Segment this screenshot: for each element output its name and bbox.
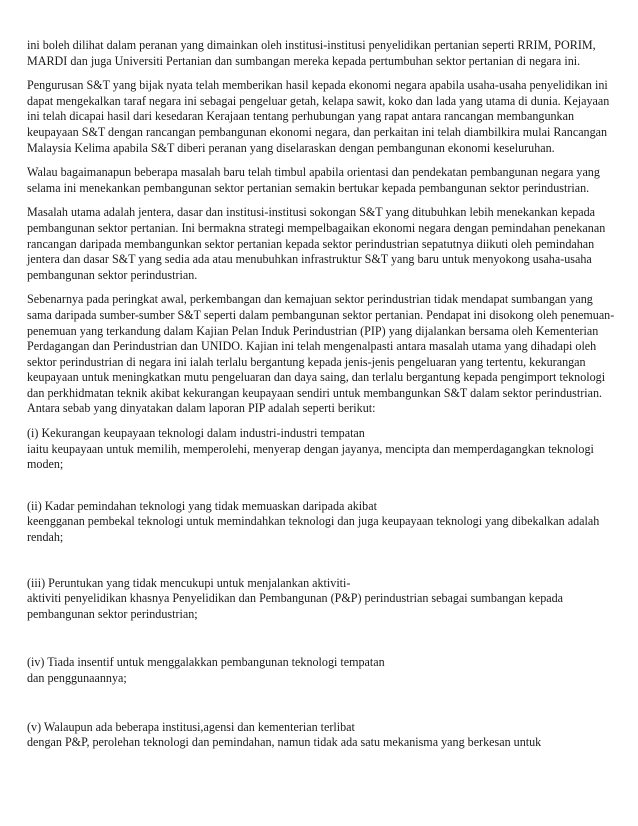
- list-item-body: aktiviti penyelidikan khasnya Penyelidikan dan Pembangunan (P&P) perindustrian sebagai sumbangan kepada pembangunan sektor perindustrian;: [27, 591, 564, 621]
- document-page: [27, 38, 615, 751]
- list-item-body: dan penggunaannya;: [27, 671, 127, 685]
- paragraph-st-management: Pengurusan S&T yang bijak nyata telah memberikan hasil kepada ekonomi negara apabila usaha-usaha penyelidikan ini dapat mengekalkan taraf negara ini sebagai pengeluar getah, kelapa sawit, koko dan lada yang utama di dunia. Kejayaan ini telah dicapai hasil dari kesedaran Kerajaan tentang perhubungan yang rapat antara rancangan membangunkan keupayaan S&T dengan rancangan pembangunan ekonomi negara, dan perkaitan ini telah diambilkira mulai Rancangan Malaysia Kelima apabila S&T diberi peranan yang diselaraskan dengan pembangunan ekonomi keseluruhan.: [27, 78, 610, 155]
- list-item-body: dengan P&P, perolehan teknologi dan pemindahan, namun tidak ada satu mekanisma yang berkesan untuk: [27, 735, 542, 750]
- list-item-title: (ii) Kadar pemindahan teknologi yang tidak memuaskan daripada akibat: [27, 498, 377, 513]
- paragraph-main-problem: Masalah utama adalah jentera, dasar dan institusi-institusi sokongan S&T yang ditubuhkan lebih menekankan kepada pembangunan sektor pertanian. Ini bermakna strategi mempelbagaikan ekonomi negara dengan pemindahan penekanan rancangan daripada membangunkan sektor pertanian kepada sektor perindustrian sepatutnya diikuti oleh pemindahan jentera dan dasar S&T yang sedia ada atau menubuhkan infrastruktur S&T yang baru untuk menyokong usaha-usaha pembangunan sektor perindustrian.: [27, 205, 606, 282]
- list-item-body: keengganan pembekal teknologi untuk memindahkan teknologi dan juga keupayaan teknologi yang dibekalkan adalah rendah;: [27, 514, 600, 545]
- list-item: [27, 655, 615, 686]
- list-item: [27, 720, 615, 751]
- paragraph-new-problems: Walau bagaimanapun beberapa masalah baru telah timbul apabila orientasi dan pendekatan pembangunan negara yang selama ini menekankan pembangunan sektor pertanian semakin bertukar kepada pembangunan sektor perindustrian.: [27, 165, 600, 195]
- paragraph-research-institutions: ini boleh dilihat dalam peranan yang dimainkan oleh institusi-institusi penyelidikan pertanian seperti RRIM, PORIM, MARDI dan juga Universiti Pertanian dan sumbangan mereka kepada pertumbuhan sektor pertanian di negara ini.: [27, 38, 596, 68]
- list-item-title: (iv) Tiada insentif untuk menggalakkan pembangunan teknologi tempatan: [27, 655, 385, 670]
- list-item-title: (i) Kekurangan keupayaan teknologi dalam industri-industri tempatan: [27, 426, 365, 441]
- list-item: [27, 499, 615, 546]
- list-item-title: (v) Walaupun ada beberapa institusi,agensi dan kementerian terlibat: [27, 719, 355, 734]
- paragraph-pip-study: Sebenarnya pada peringkat awal, perkembangan dan kemajuan sektor perindustrian tidak mendapat sumbangan yang sama daripada sumber-sumber S&T seperti dalam pembangunan sektor pertanian. Pendapat ini disokong oleh penemuan-penemuan yang terkandung dalam Kajian Pelan Induk Perindustrian (PIP) yang dijalankan bersama oleh Kementerian Perdagangan dan Perindustrian dan UNIDO. Kajian ini telah mengenalpasti antara masalah utama yang dihadapi oleh sektor perindustrian di negara ini ialah terlalu bergantung kepada jenis-jenis pengeluaran yang tertentu, kekurangan keupayaan untuk meningkatkan mutu pengeluaran dan daya saing, dan terlalu bergantung kepada pengimport teknologi dan perkhidmatan teknik akibat kekurangan keupayaan sendiri untuk membangunkan S&T dalam sektor perindustrian. Antara sebab yang dinyatakan dalam laporan PIP adalah seperti berikut:: [27, 292, 615, 416]
- list-item: [27, 576, 615, 623]
- list-item-title: (iii) Peruntukan yang tidak mencukupi untuk menjalankan aktiviti-: [27, 575, 351, 590]
- list-item-body: iaitu keupayaan untuk memilih, memperolehi, menyerap dengan jayanya, mencipta dan memperdagangkan teknologi moden;: [27, 441, 594, 472]
- list-item: [27, 426, 615, 473]
